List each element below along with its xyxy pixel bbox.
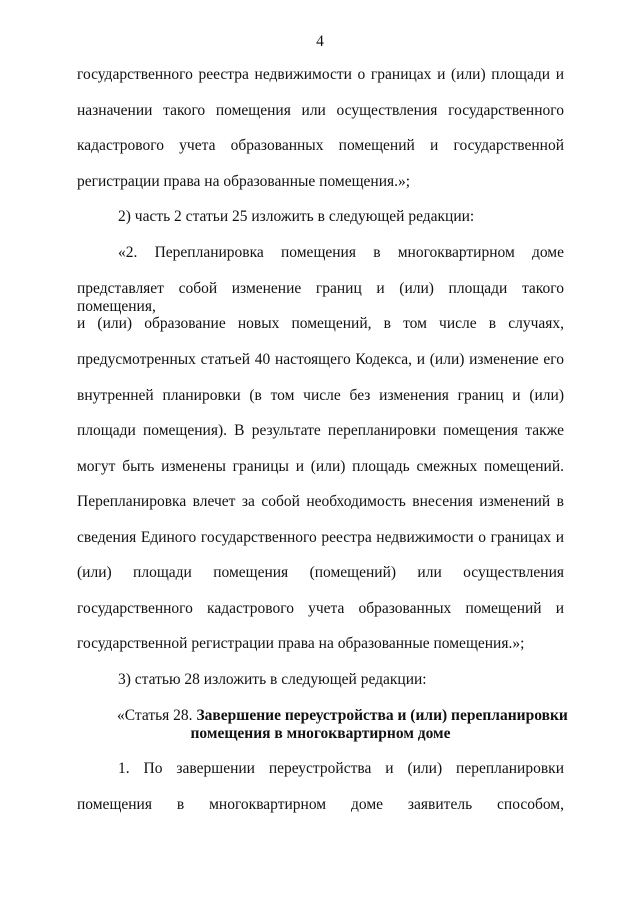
paragraph-line-2: назначении такого помещения или осуществления государственного bbox=[77, 102, 564, 119]
amendment-item-2: 2) часть 2 статьи 25 изложить в следующей редакции: bbox=[118, 208, 475, 225]
quoted-paragraph-line-2: представляет собой изменение границ и (или) площади такого помещения, bbox=[77, 280, 564, 315]
quoted-paragraph-line-5: внутренней планировки (в том числе без изменения границ и (или) bbox=[77, 387, 564, 404]
quoted-paragraph-line-1: «2. Перепланировка помещения в многоквартирном доме bbox=[118, 244, 564, 261]
article-paragraph-line-1: 1. По завершении переустройства и (или) перепланировки bbox=[118, 760, 564, 777]
article-title-part-2: помещения в многоквартирном доме bbox=[190, 725, 451, 742]
quoted-paragraph-line-9: сведения Единого государственного реестра недвижимости о границах и bbox=[77, 529, 564, 546]
quoted-paragraph-line-3: и (или) образование новых помещений, в том числе в случаях, bbox=[77, 315, 564, 332]
article-title-part-1: Завершение переустройства и (или) перепланировки bbox=[196, 707, 568, 724]
quoted-paragraph-line-11: государственного кадастрового учета образованных помещений и bbox=[77, 600, 564, 617]
amendment-item-3: 3) статью 28 изложить в следующей редакции: bbox=[118, 671, 427, 688]
quoted-paragraph-line-7: могут быть изменены границы и (или) площадь смежных помещений. bbox=[77, 458, 564, 475]
article-paragraph-line-2: помещения в многоквартирном доме заявитель способом, bbox=[77, 796, 564, 813]
paragraph-line-4: регистрации права на образованные помещения.»; bbox=[77, 173, 411, 190]
quoted-paragraph-line-4: предусмотренных статьей 40 настоящего Кодекса, и (или) изменение его bbox=[77, 351, 564, 368]
article-heading-line-1 bbox=[117, 707, 568, 725]
quoted-paragraph-line-12: государственной регистрации права на образованные помещения.»; bbox=[77, 635, 525, 652]
page-number: 4 bbox=[316, 33, 324, 50]
quoted-paragraph-line-8: Перепланировка влечет за собой необходимость внесения изменений в bbox=[77, 493, 564, 510]
quoted-paragraph-line-10: (или) площади помещения (помещений) или осуществления bbox=[77, 564, 564, 581]
quoted-paragraph-line-6: площади помещения). В результате перепланировки помещения также bbox=[77, 422, 564, 439]
article-number: «Статья 28. bbox=[117, 707, 193, 724]
paragraph-line-1: государственного реестра недвижимости о границах и (или) площади и bbox=[77, 66, 564, 83]
paragraph-line-3: кадастрового учета образованных помещений и государственной bbox=[77, 137, 564, 154]
